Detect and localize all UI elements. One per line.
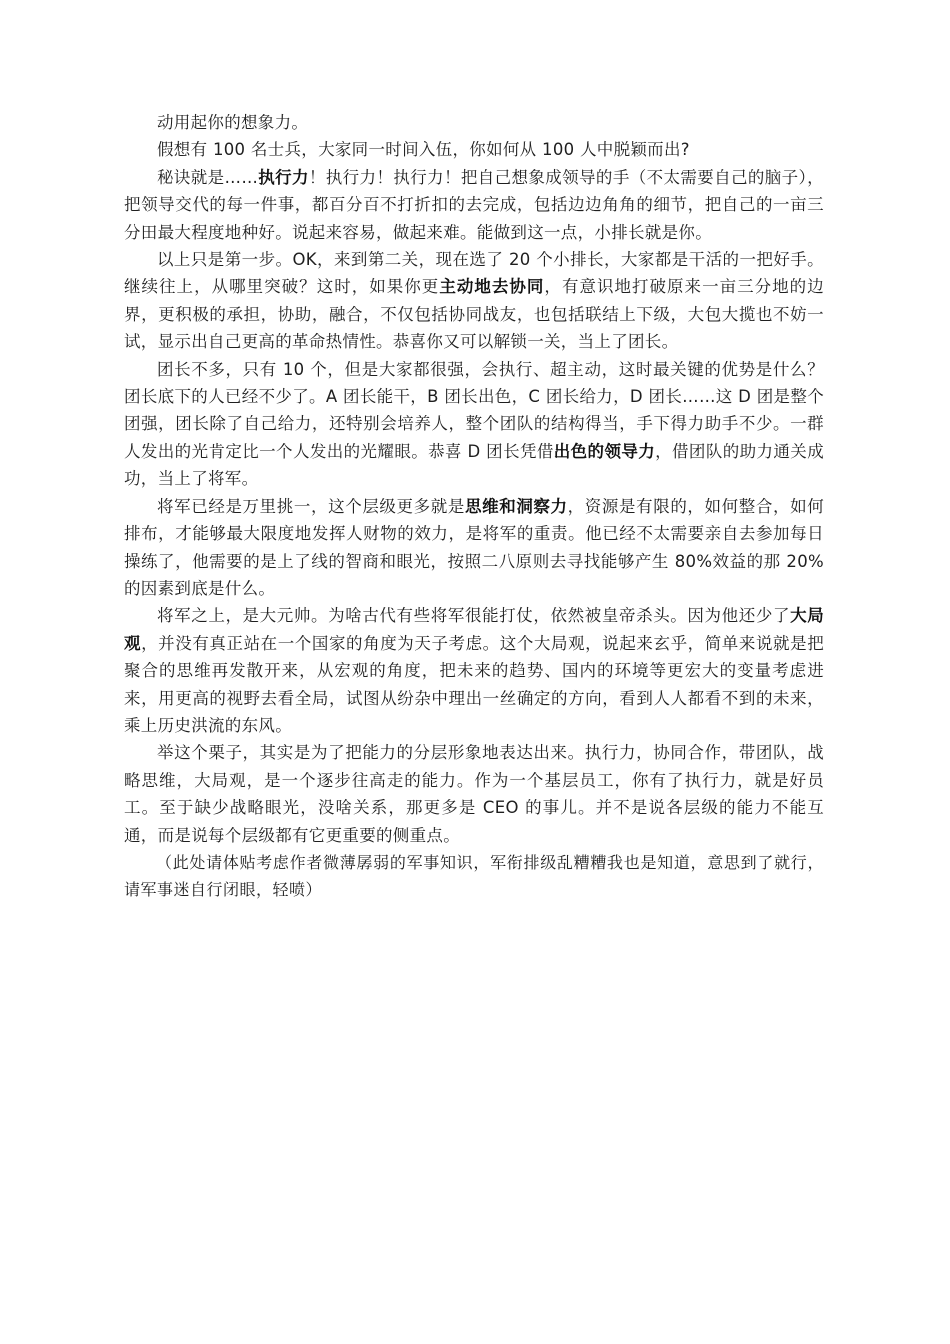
text-span: 动用起你的想象力。 [157,113,309,132]
text-span: ，并没有真正站在一个国家的角度为天子考虑。这个大局观，说起来玄乎，简单来说就是把聚合的思维再发散开来，从宏观的角度，把未来的趋势、国内的环境等更宏大的变量考虑进来，用更高的视野去看全局，试图从纷杂中理出一丝确定的方向，看到人人都看不到的未来，乘上历史洪流的东风。 [124,633,825,735]
text-span: 将军已经是万里挑一，这个层级更多就是 [157,496,465,516]
text-span: 假想有 100 名士兵，大家同一时间入伍，你如何从 100 人中脱颖而出? [157,140,690,160]
text-span: 团长不多，只有 10 个，但是大家都很强，会执行、超主动，这时最关键的优势是什么？团长底下的人已经不少了。A 团长能干，B 团长出色，C 团长给力，D 团长……这 D 团是整个团强，团长除了自己给力，还特别会培养人，整个团队的结构得当，手下得力助手不少。一群人发出的光肯定比一个人发出的光耀眼。恭喜 D 团长凭借 [124,359,824,461]
text-span: 将军之上，是大元帅。为啥古代有些将军很能打仗，依然被皇帝杀头。因为他还少了 [157,606,791,626]
emphasis-big-picture: 大局观 [124,606,824,653]
text-span: ，资源是有限的，如何整合，如何排布，才能够最大限度地发挥人财物的效力，是将军的重责。他已经不太需要亲自去参加每日操练了，他需要的是上了线的智商和眼光，按照二八原则去寻找能够产生 80%效益的那 20%的因素到底是什么。 [124,496,824,598]
text-span: 以上只是第一步。OK，来到第二关，现在选了 20 个小排长，大家都是干活的一把好手。继续往上，从哪里突破？这时，如果你更 [124,250,824,297]
text-span: ！执行力！执行力！把自己想象成领导的手（不太需要自己的脑子），把领导交代的每一件事，都百分百不打折扣的去完成，包括边边角角的细节，把自己的一亩三分田最大程度地种好。说起来容易，做起来难。能做到这一点，小排长就是你。 [124,167,824,242]
paragraph-5 [124,356,824,493]
paragraph-7 [124,602,824,739]
paragraph-4 [124,246,824,356]
emphasis-collaboration: 主动地去协同 [439,277,545,297]
text-span: 举这个栗子，其实是为了把能力的分层形象地表达出来。执行力，协同合作，带团队，战略思维，大局观，是一个逐步往高走的能力。作为一个基层员工，你有了执行力，就是好员工。至于缺少战略眼光，没啥关系，那更多是 CEO 的事儿。并不是说各层级的能力不能互通，而是说每个层级都有它更重要的侧重点。 [124,743,824,845]
paragraph-6 [124,493,824,603]
paragraph-1 [124,109,824,136]
text-span: （此处请体贴考虑作者微薄孱弱的军事知识，军衔排级乱糟糟我也是知道，意思到了就行，请军事迷自行闭眼，轻喷） [124,852,824,900]
paragraph-note [124,849,824,904]
paragraph-2 [124,136,824,163]
emphasis-insight: 思维和洞察力 [464,496,568,516]
text-span: 秘诀就是…… [157,167,259,187]
emphasis-leadership: 出色的领导力 [553,441,656,461]
text-span: ，有意识地打破原来一亩三分地的边界，更积极的承担，协助，融合，不仅包括协同战友，也包括联结上下级，大包大揽也不妨一试，显示出自己更高的革命热情性。恭喜你又可以解锁一关，当上了团长。 [124,277,824,352]
text-span: ，借团队的助力通关成功，当上了将军。 [124,441,824,489]
emphasis-execution: 执行力 [258,167,309,187]
paragraph-3 [124,164,824,246]
paragraph-8 [124,739,824,849]
document-body [124,109,824,904]
